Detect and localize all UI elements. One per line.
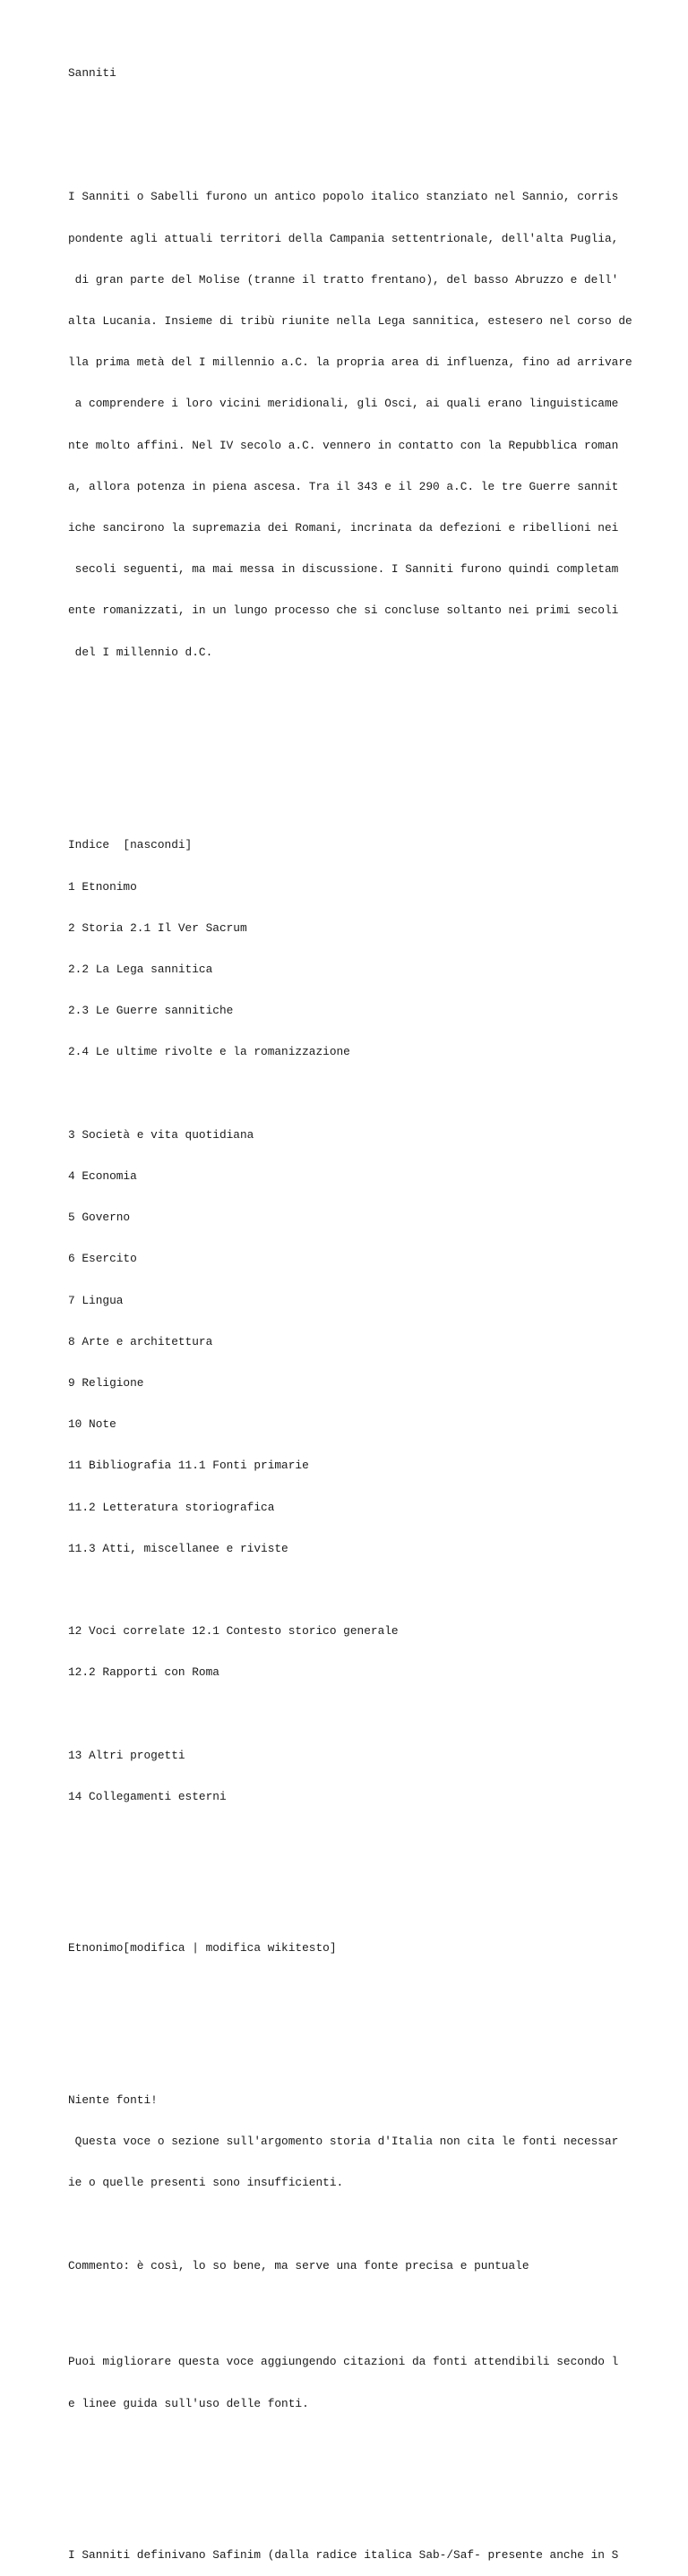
toc-header[interactable]: Indice [nascondi] xyxy=(68,838,193,852)
toc-item[interactable]: 14 Collegamenti esterni xyxy=(68,1789,227,1803)
toc-item[interactable]: 9 Religione xyxy=(68,1375,144,1390)
intro-line: a comprendere i loro vicini meridionali, gli Osci, ai quali erano linguisticame xyxy=(68,397,619,411)
intro-line: a, allora potenza in piena ascesa. Tra il 343 e il 290 a.C. le tre Guerre sannit xyxy=(68,479,619,493)
intro-line: alta Lucania. Insieme di tribù riunite nella Lega sannitica, estesero nel corso de xyxy=(68,314,632,329)
notice-improve-line: e linee guida sull'uso delle fonti. xyxy=(68,2396,309,2410)
document-title: Sanniti xyxy=(68,65,116,80)
toc-item[interactable]: 3 Società e vita quotidiana xyxy=(68,1127,254,1142)
toc-item[interactable]: 2.3 Le Guerre sannitiche xyxy=(68,1004,234,1018)
body-line: I Sanniti definivano Safinim (dalla radice italica Sab-/Saf- presente anche in S xyxy=(68,2548,619,2563)
toc-item[interactable]: 7 Lingua xyxy=(68,1293,124,1307)
intro-line: pondente agli attuali territori della Campania settentrionale, dell'alta Puglia, xyxy=(68,231,619,245)
intro-line: di gran parte del Molise (tranne il tratto frentano), del basso Abruzzo e dell' xyxy=(68,272,619,287)
toc-item[interactable]: 2.4 Le ultime rivolte e la romanizzazione xyxy=(68,1045,350,1059)
intro-line: ente romanizzati, in un lungo processo che si concluse soltanto nei primi secoli xyxy=(68,603,619,618)
intro-line: del I millennio d.C. xyxy=(68,645,213,659)
notice-body-line: Questa voce o sezione sull'argomento storia d'Italia non cita le fonti necessar xyxy=(68,2135,619,2149)
section-heading: Etnonimo[modifica | modifica wikitesto] xyxy=(68,1941,337,1956)
notice-improve-line: Puoi migliorare questa voce aggiungendo citazioni da fonti attendibili secondo l xyxy=(68,2355,619,2369)
toc-item[interactable]: 5 Governo xyxy=(68,1211,131,1225)
intro-line: secoli seguenti, ma mai messa in discussione. I Sanniti furono quindi completam xyxy=(68,562,619,577)
toc-item[interactable]: 11 Bibliografia 11.1 Fonti primarie xyxy=(68,1459,309,1473)
toc-item[interactable]: 11.2 Letteratura storiografica xyxy=(68,1500,275,1514)
notice-comment: Commento: è così, lo so bene, ma serve una fonte precisa e puntuale xyxy=(68,2258,529,2272)
toc-item[interactable]: 1 Etnonimo xyxy=(68,879,137,894)
notice-box xyxy=(68,2066,677,2438)
toc-item[interactable]: 2 Storia 2.1 Il Ver Sacrum xyxy=(68,920,247,935)
intro-line: lla prima metà del I millennio a.C. la propria area di influenza, fino ad arrivare xyxy=(68,355,632,370)
toc-item[interactable]: 13 Altri progetti xyxy=(68,1748,185,1762)
toc-item[interactable]: 12 Voci correlate 12.1 Contesto storico generale xyxy=(68,1624,399,1639)
intro-line: I Sanniti o Sabelli furono un antico popolo italico stanziato nel Sannio, corris xyxy=(68,190,619,204)
toc-item[interactable]: 12.2 Rapporti con Roma xyxy=(68,1665,219,1680)
toc-item[interactable]: 10 Note xyxy=(68,1417,116,1432)
toc-item[interactable]: 2.2 La Lega sannitica xyxy=(68,962,213,976)
intro-paragraph xyxy=(68,163,677,687)
notice-title: Niente fonti! xyxy=(68,2092,158,2107)
notice-body-line: ie o quelle presenti sono insufficienti. xyxy=(68,2176,344,2190)
toc-item[interactable]: 8 Arte e architettura xyxy=(68,1334,213,1348)
table-of-contents xyxy=(68,811,677,1832)
toc-item[interactable]: 11.3 Atti, miscellanee e riviste xyxy=(68,1541,288,1555)
toc-item[interactable]: 4 Economia xyxy=(68,1168,137,1183)
intro-line: nte molto affini. Nel IV secolo a.C. vennero in contatto con la Repubblica roman xyxy=(68,438,619,452)
intro-line: iche sancirono la supremazia dei Romani, incrinata da defezioni e ribellioni nei xyxy=(68,521,619,535)
toc-item[interactable]: 6 Esercito xyxy=(68,1252,137,1266)
document-page xyxy=(68,39,677,2576)
